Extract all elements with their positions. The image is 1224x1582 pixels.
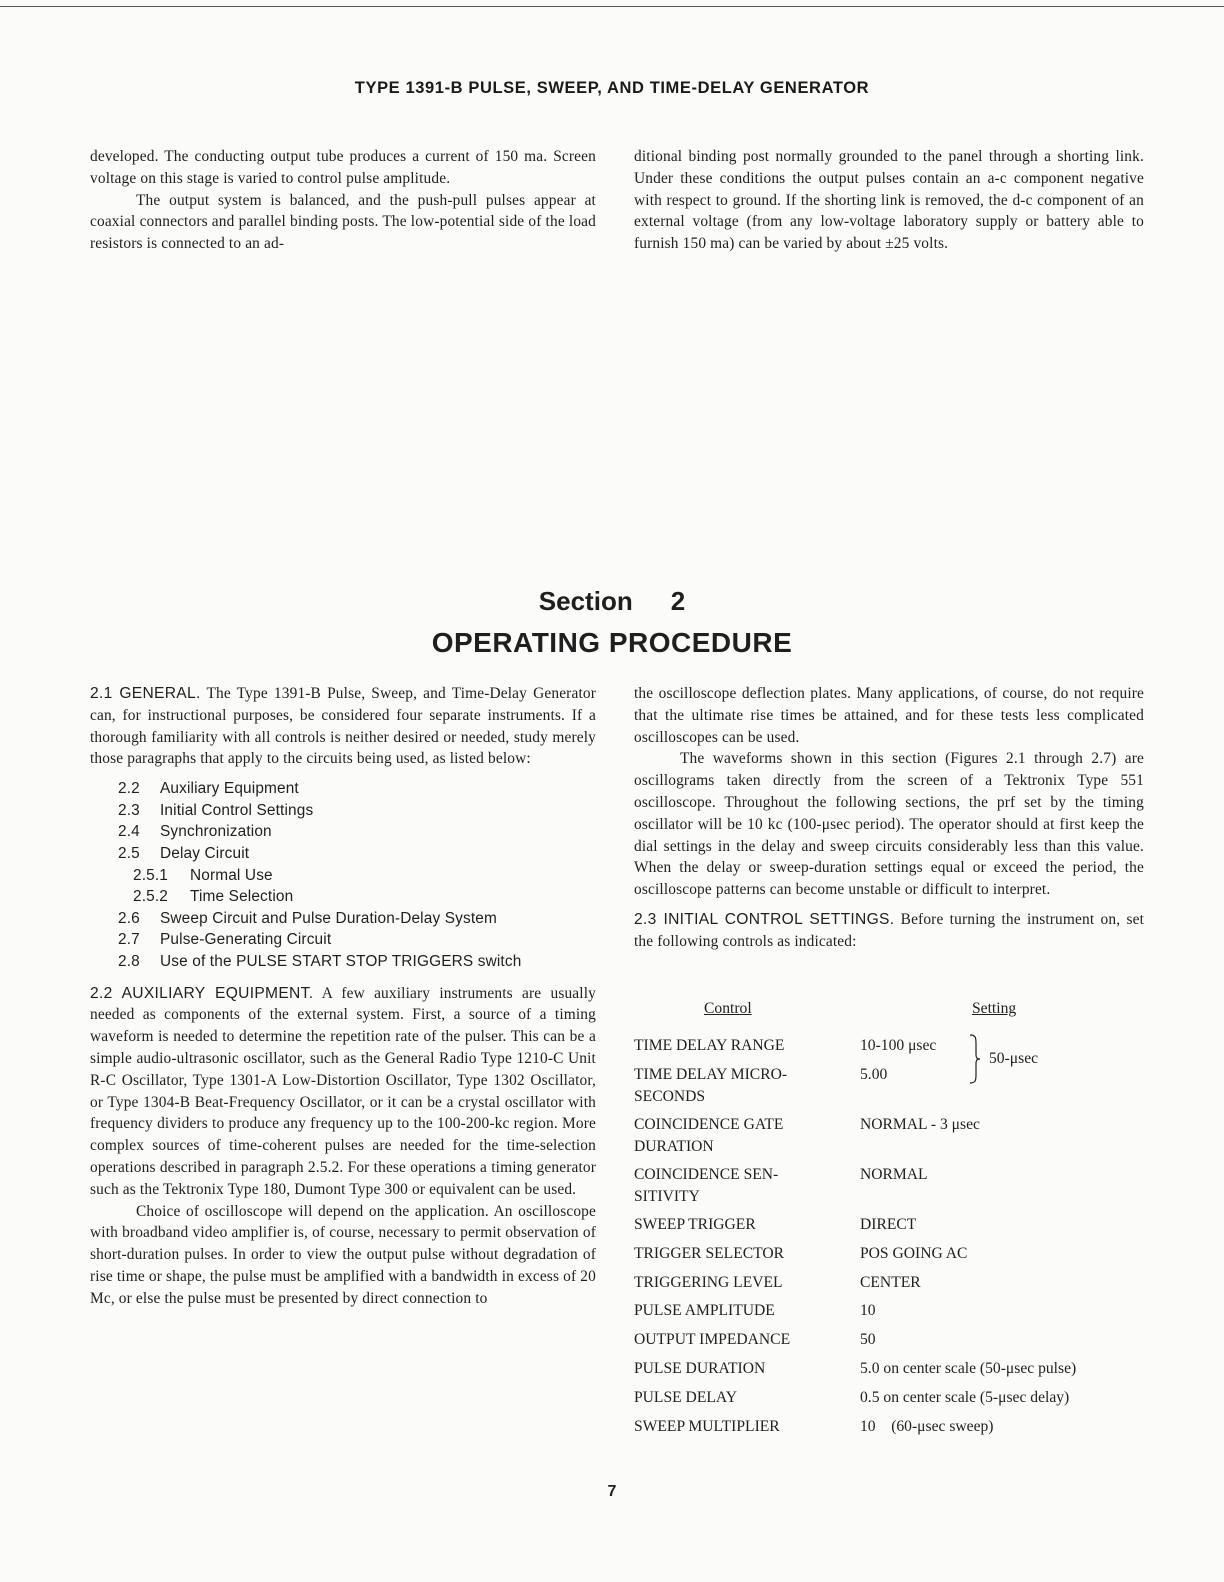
column-header-control: Control bbox=[704, 1000, 752, 1017]
column-header-setting: Setting bbox=[972, 1000, 1017, 1017]
general-paragraph bbox=[90, 683, 596, 770]
general-text: The Type 1391-B Pulse, Sweep, and Time-Delay Generator can, for instructional purposes, be considered four separate instruments. If a thorough familiarity with all controls is neither desired or needed, study merely those paragraphs that apply to the circuits being used, as listed below: bbox=[90, 685, 596, 768]
paragraph: developed. The conducting output tube produces a current of 150 ma. Screen voltage on this stage is varied to control pulse amplitude. bbox=[90, 148, 596, 187]
section-title: OPERATING PROCEDURE bbox=[431, 627, 793, 658]
aux-text: A few auxiliary instruments are usually needed as components of the external system. First, a source of a timing waveform is needed to determine the repetition rate of the pulser. This can be a simple audio-ultrasonic oscillator, such as the General Radio Type 1210-C Unit R-C Oscillator, Type 1301-A Low-Distortion Oscillator, Type 1302 Oscillator, or Type 1304-B Beat-Frequency Oscillator, or it can be a crystal oscillator with frequency dividers to produce any frequency up to the 100-200-kc region. More complex sources of time-coherent pulses are needed for the time-selection operations described in paragraph 2.5.2. For these operations a timing generator such as the Tektronix Type 180, Dumont Type 300 or equivalent can be used. bbox=[90, 984, 596, 1198]
page-number: 7 bbox=[607, 1483, 617, 1500]
paragraph: The waveforms shown in this section (Figures 2.1 through 2.7) are oscillograms taken directly from the screen of a Tektronix Type 551 oscilloscope. Throughout the following sections, the prf set by the timing oscillator will be 10 kc (100-μsec period). The operator should at first keep the dial settings in the delay and sweep circuits considerably less than this value. When the delay or sweep-duration settings equal or exceed the period, the oscilloscope patterns can become unstable or difficult to interpret. bbox=[634, 750, 1144, 899]
paragraph: ditional binding post normally grounded to the panel through a shorting link. Under these conditions the output pulses contain an a-c component negative with respect to ground. If the shorting link is removed, the d-c component of an external voltage (from any low-voltage laboratory supply or battery able to furnish 150 ma) can be varied by about ±25 volts. bbox=[634, 148, 1144, 253]
list-item: 2.5.2 Time Selection bbox=[133, 888, 294, 906]
paragraph: the oscilloscope deflection plates. Many applications, of course, do not require that the ultimate rise times be attained, and for these tests less complicated oscilloscopes can be used. bbox=[634, 685, 1144, 746]
right-brace-icon bbox=[968, 1034, 982, 1084]
list-item: 2.5 Delay Circuit bbox=[118, 844, 250, 862]
aux-paragraph bbox=[90, 983, 596, 1201]
list-item: 2.2 Auxiliary Equipment bbox=[118, 780, 299, 798]
init-text: Before turning the instrument on, set the following controls as indicated: bbox=[634, 910, 1145, 950]
init-heading: 2.3 INITIAL CONTROL SETTINGS. bbox=[634, 910, 895, 928]
init-paragraph bbox=[634, 909, 1144, 953]
top-left-column bbox=[90, 146, 596, 255]
bottom-left-column bbox=[90, 683, 596, 1309]
top-right-column bbox=[634, 146, 1144, 255]
running-head: TYPE 1391-B PULSE, SWEEP, AND TIME-DELAY GENERATOR bbox=[354, 79, 870, 97]
section-word: Section bbox=[538, 586, 633, 616]
general-heading: 2.1 GENERAL. bbox=[90, 685, 201, 702]
list-item: 2.4 Synchronization bbox=[118, 823, 272, 841]
section-label bbox=[0, 586, 1224, 617]
contents-list bbox=[90, 778, 596, 972]
list-item: 2.3 Initial Control Settings bbox=[118, 801, 314, 819]
list-item: 2.6 Sweep Circuit and Pulse Duration-Delay System bbox=[118, 909, 497, 927]
bottom-right-column bbox=[634, 683, 1144, 953]
table-header bbox=[634, 1000, 1154, 1028]
brace-value: 50-μsec bbox=[989, 1050, 1039, 1067]
list-item: 2.7 Pulse-Generating Circuit bbox=[118, 931, 332, 949]
aux-heading: 2.2 AUXILIARY EQUIPMENT. bbox=[90, 984, 314, 1002]
list-item: 2.5.1 Normal Use bbox=[133, 866, 273, 884]
top-rule bbox=[0, 6, 1224, 7]
section-number: 2 bbox=[670, 586, 686, 616]
paragraph: The output system is balanced, and the push-pull pulses appear at coaxial connectors and parallel binding posts. The low-potential side of the load resistors is connected to an ad- bbox=[90, 191, 596, 253]
paragraph: Choice of oscilloscope will depend on the application. An oscilloscope with broadband video amplifier is, of course, necessary to permit observation of short-duration pulses. In order to view the output pulse without degradation of rise time or shape, the pulse must be amplified with a bandwidth in excess of 20 Mc, or else the pulse must be presented by direct connection to bbox=[90, 1202, 596, 1307]
control-settings-table: Control Setting TIME DELAY RANGE 10-100 μsec TIME DELAY MICRO-SECONDS 5.00 COINCIDENCE GATE DURATION NORMAL - 3 μsec COINCIDENCE SEN-SITIVITY NORMAL SWEEP TRIGGER DIRECT TRIGGER SELECTOR POS GOING AC TRIGGERING LEVEL CENTER PULSE AMPLITUDE 10 OUTPUT IMPEDANCE 50 PULSE DURATION 5.0 on center scale (50-μsec pulse) PULSE DELAY 0.5 on center scale (5-μsec delay) SWEEP MULTIPLIER 10 (60-μsec sweep) bbox=[634, 1000, 1154, 1028]
list-item: 2.8 Use of the PULSE START STOP TRIGGERS switch bbox=[118, 952, 522, 970]
